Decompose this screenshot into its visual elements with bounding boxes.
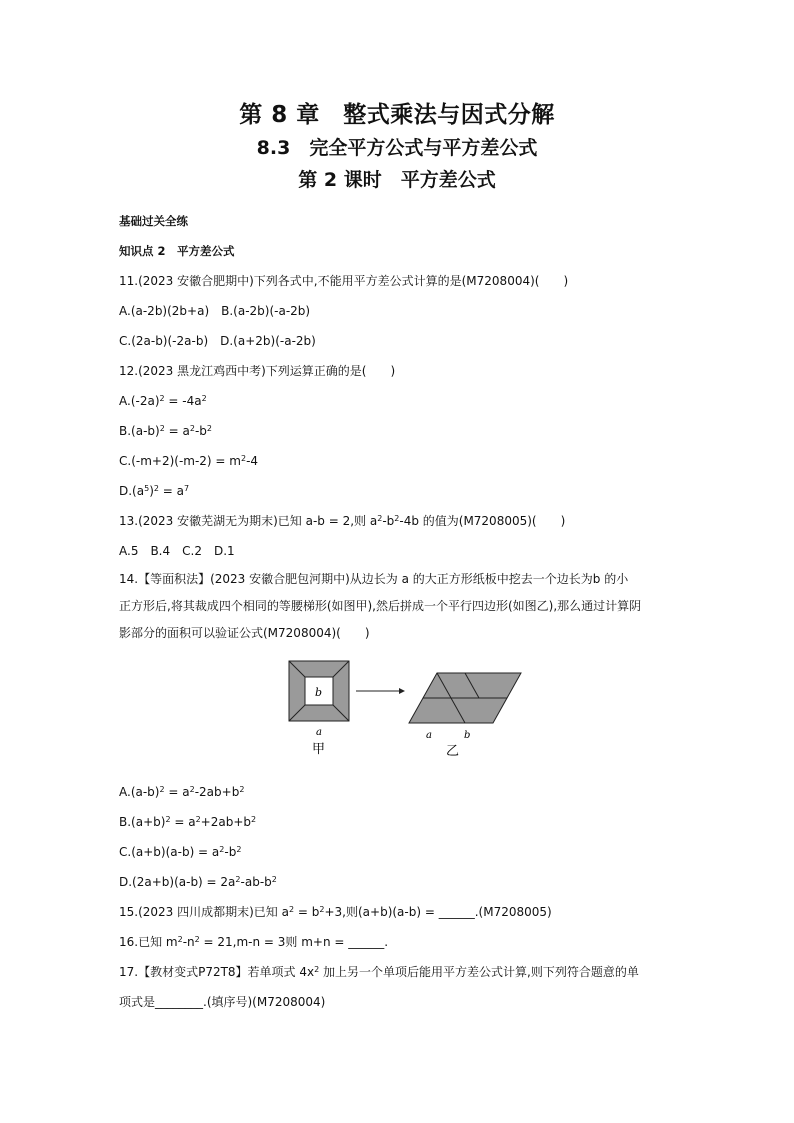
- q14-option-a: $A.(a-b)^2 = a^2-2ab+b^2$: [119, 785, 245, 799]
- label-a-jia: a: [316, 727, 322, 738]
- chapter-title: 第 8 章 整式乘法与因式分解: [239, 102, 555, 128]
- q17-stem-line1: 17.【教材变式P72T8】若单项式 $4x^2$ 加上另一个单项后能用平方差公式计算,则下列符合题意的单: [119, 965, 639, 979]
- q11-options-ab: A.(a-2b)(2b+a) B.(a-2b)(-a-2b): [119, 304, 311, 318]
- q16-stem: 16.已知 $m^2-n^2 = 21,m-n = 3$则 m+n = ______.: [119, 935, 389, 949]
- label-b-inner: b: [315, 686, 323, 699]
- q14-diagram: [119, 647, 689, 777]
- q12-option-b: $B.(a-b)^2 = a^2-b^2$: [119, 424, 212, 438]
- label-b-yi: b: [464, 730, 471, 741]
- q12-option-a: $A.(-2a)^2 = -4a^2$: [119, 394, 207, 408]
- title-block: [0, 98, 794, 196]
- caption-jia: 甲: [312, 742, 326, 757]
- q12-option-d: $D.(a^5)^2 = a^7$: [119, 484, 190, 498]
- section-title: 8.3 完全平方公式与平方差公式: [256, 137, 538, 159]
- q15-stem: 15.(2023 四川成都期末)已知 $a^2 = b^2+3$,则(a+b)(a-b) = ______.(M7208005): [119, 905, 552, 919]
- figure-yi: [409, 673, 521, 759]
- q11-options-cd: C.(2a-b)(-2a-b) D.(a+2b)(-a-2b): [119, 334, 316, 348]
- q13-stem: 13.(2023 安徽芜湖无为期末)已知 a-b = 2,则 $a^2-b^2-4b$ 的值为(M7208005)( ): [119, 514, 566, 528]
- q14-stem-line3: 影部分的面积可以验证公式(M7208004)( ): [119, 626, 370, 640]
- q14-stem-line2: 正方形后,将其裁成四个相同的等腰梯形(如图甲),然后拼成一个平行四边形(如图乙),那么通过计算阴: [119, 599, 642, 613]
- caption-yi: 乙: [446, 744, 460, 759]
- q13-options: A.5 B.4 C.2 D.1: [119, 544, 235, 558]
- label-a-yi: a: [426, 730, 432, 741]
- q14-option-b: $B.(a+b)^2 = a^2+2ab+b^2$: [119, 815, 257, 829]
- q14-option-c: $C.(a+b)(a-b) = a^2-b^2$: [119, 845, 242, 859]
- q17-stem-line2: 项式是________.(填序号)(M7208004): [119, 995, 326, 1009]
- lesson-title: 第 2 课时 平方差公式: [298, 169, 496, 191]
- arrow-icon: [356, 688, 405, 694]
- q12-option-c: $C.(-m+2)(-m-2) = m^2-4$: [119, 454, 259, 468]
- q14-option-d: $D.(2a+b)(a-b) = 2a^2-ab-b^2$: [119, 875, 277, 889]
- heading-knowledge-point: 知识点 2 平方差公式: [119, 244, 235, 258]
- exercise-content: [119, 206, 689, 1017]
- heading-basic: 基础过关全练: [119, 214, 188, 228]
- q14-stem-line1: 14.【等面积法】(2023 安徽合肥包河期中)从边长为 a 的大正方形纸板中挖去一个边长为b 的小: [119, 572, 629, 586]
- figure-jia: [289, 661, 349, 757]
- q11-stem: 11.(2023 安徽合肥期中)下列各式中,不能用平方差公式计算的是(M7208004)( ): [119, 274, 569, 288]
- q14-figure: [119, 647, 689, 777]
- q12-stem: 12.(2023 黑龙江鸡西中考)下列运算正确的是( ): [119, 364, 396, 378]
